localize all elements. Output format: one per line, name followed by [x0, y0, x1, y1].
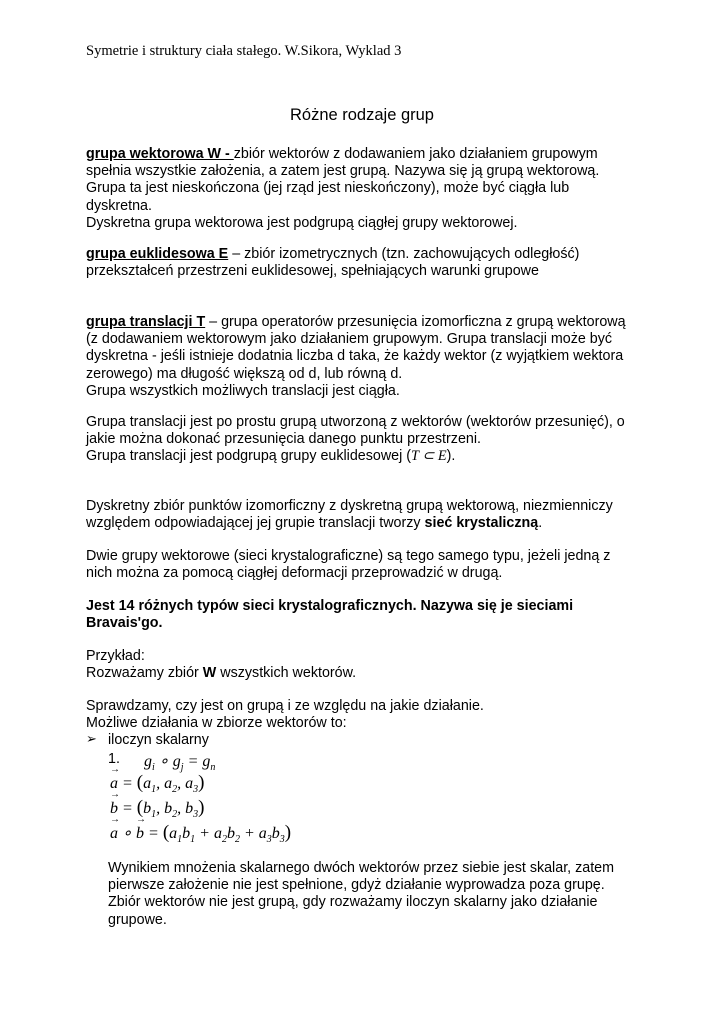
eq-subscript: n [210, 762, 216, 774]
text-span: względem odpowiadającej jej grupie translacji tworzy [86, 515, 425, 532]
text-line: przekształceń przestrzeni euklidesowej, spełniających warunki grupowe [86, 263, 539, 280]
text-line [86, 665, 656, 682]
paragraph-euclidean-group [86, 246, 656, 280]
text-line [86, 246, 656, 263]
text-line: Przykład: [86, 648, 145, 664]
equation-vector-a: → $a = (a_1$, $a_2$, $a_3$) [110, 772, 204, 795]
text-line: dyskretna - jeśli istnieje dodatnia liczba d taka, że każdy wektor (z wyjątkiem wektora [86, 348, 624, 365]
eq-symbol: b [164, 800, 173, 817]
text-line: Dyskretna grupa wektorowa jest podgrupą ciągłej grupy wektorowej. [86, 214, 518, 231]
eq-symbol: b [185, 800, 194, 817]
paragraph-translation-def [86, 414, 656, 466]
text-span: wszystkich wektorów. [216, 665, 357, 682]
vector-a: → a [110, 775, 118, 793]
vector-b: → b [110, 800, 118, 818]
text-line: Grupa translacji jest po prostu grupą utworzoną z wektorów (wektorów przesunięć), o [86, 414, 625, 430]
eq-symbol: a [258, 825, 267, 842]
text-line: Bravais'go. [86, 615, 163, 632]
eq-symbol: a [185, 775, 194, 792]
vector-a: → a [110, 825, 118, 843]
page-header: Symetrie i struktury ciała stałego. W.Sikora, Wyklad 3 [86, 43, 402, 59]
text-line: jakie można dokonać przesunięcia danego punktu przestrzeni. [86, 431, 481, 448]
text-line: Jest 14 różnych typów sieci krystalograficznych. Nazywa się je sieciami [86, 598, 574, 614]
text-span: – zbiór izometrycznych (tzn. zachowujących odległość) [228, 246, 580, 262]
eq-subscript: j [180, 762, 184, 774]
term-crystal-lattice: sieć krystaliczną [424, 515, 539, 532]
eq-symbol: a [169, 825, 178, 842]
equation-scalar-product: → a ∘ → $b = (a_1b_1 + a_2b_2 + a_3b_3)$ [110, 822, 291, 845]
equation-vector-b: → $b = (b_1$, $b_2$, $b_3$) [110, 797, 204, 820]
text-line: dyskretna. [86, 197, 152, 214]
text-span: – grupa operatorów przesunięcia izomorficzna z grupą wektorową [205, 314, 626, 330]
text-line: Grupa wszystkich możliwych translacji jest ciągła. [86, 382, 400, 399]
text-span: . [538, 515, 543, 532]
eq-symbol: a [143, 775, 152, 792]
text-line [86, 314, 656, 331]
paragraph-crystal-lattice [86, 498, 656, 532]
page-title: Różne rodzaje grup [289, 106, 434, 124]
eq-symbol: b [271, 825, 280, 842]
text-span: Rozważamy zbiór [86, 665, 203, 682]
text-line: grupowe. [108, 911, 167, 928]
text-line: zerowego) ma długość większą od d, lub równą d. [86, 365, 403, 382]
text-span: Grupa translacji jest podgrupą grupy euklidesowej ( [86, 448, 412, 465]
text-span: zbiór wektorów z dodawaniem jako działaniem grupowym [233, 146, 598, 162]
text-span: ). [446, 448, 456, 465]
eq-subscript: i [152, 762, 155, 774]
set-symbol: W [202, 665, 217, 682]
text-line: Dyskretny zbiór punktów izomorficzny z dyskretną grupą wektorową, niezmienniczy [86, 498, 613, 514]
text-line [86, 515, 656, 532]
paragraph-lattice-types [86, 548, 656, 582]
term-euclidean-group: grupa euklidesowa E [86, 246, 229, 262]
text-line [86, 448, 656, 465]
eq-symbol: b [226, 825, 235, 842]
bullet-label: iloczyn skalarny [108, 732, 209, 748]
eq-symbol: g [144, 753, 152, 770]
text-line [86, 146, 656, 163]
bullet-item [108, 732, 678, 749]
term-vector-group: grupa wektorowa W - [86, 146, 234, 162]
eq-symbol: = g [183, 753, 211, 770]
text-line: Wynikiem mnożenia skalarnego dwóch wektorów przez siebie jest skalar, zatem [108, 860, 615, 876]
arrow-bullet-icon: ➢ [86, 732, 97, 747]
eq-symbol: b [143, 800, 152, 817]
paragraph-vector-group [86, 146, 656, 232]
eq-symbol: ∘ g [154, 753, 181, 770]
subset-formula: T ⊂ E [411, 448, 447, 465]
term-translation-group: grupa translacji T [86, 314, 206, 330]
paragraph-bravais [86, 598, 656, 632]
equation-group-op [144, 751, 215, 773]
vector-b: → b [136, 825, 144, 843]
text-line: Możliwe działania w zbiorze wektorów to: [86, 715, 347, 732]
paragraph-translation-group [86, 314, 656, 400]
paragraph-conclusion [108, 860, 678, 929]
eq-symbol: a [164, 775, 173, 792]
text-line: Grupa ta jest nieskończona (jej rząd jest nieskończony), może być ciągła lub [86, 180, 570, 197]
eq-symbol: b [182, 825, 191, 842]
eq-symbol: a [213, 825, 222, 842]
text-line: Sprawdzamy, czy jest on grupą i ze względu na jakie działanie. [86, 698, 484, 714]
paragraph-example [86, 648, 656, 682]
text-line: nich można za pomocą ciągłej deformacji przeprowadzić w drugą. [86, 565, 503, 582]
text-line: (z dodawaniem wektorowym jako działaniem grupowym. Grupa translacji może być [86, 331, 613, 348]
text-line: spełnia wszystkie założenia, a zatem jest grupą. Nazywa się ją grupą wektorową. [86, 163, 600, 180]
text-line: pierwsze założenie nie jest spełnione, gdyż działanie wyprowadza poza grupę. [108, 877, 605, 894]
text-line: Zbiór wektorów nie jest grupą, gdy rozważamy iloczyn skalarny jako działanie [108, 894, 598, 911]
paragraph-operations [86, 698, 656, 732]
text-line: Dwie grupy wektorowe (sieci krystalograficzne) są tego samego typu, jeżeli jedną z [86, 548, 611, 564]
item-number: 1. [108, 751, 120, 767]
